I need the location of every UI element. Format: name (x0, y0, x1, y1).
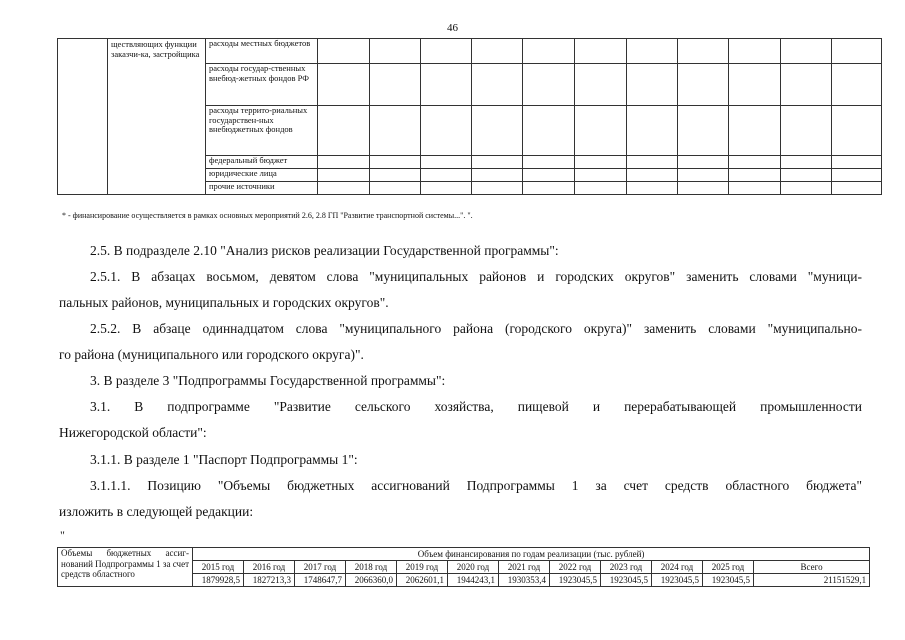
empty-value-cell (575, 156, 627, 169)
empty-value-cell (421, 64, 472, 106)
empty-value-cell (421, 156, 472, 169)
funding-source-row (58, 39, 882, 64)
empty-value-cell (370, 106, 421, 156)
paragraph-2-5-1-line-1: 2.5.1. В абзацах восьмом, девятом слова "муниципальных районов и городских округов" заменить словами "муници- (90, 269, 862, 284)
paragraph-2-5-2-line-2: го района (муниципального или городского округа)". (59, 347, 364, 362)
empty-value-cell (472, 169, 523, 182)
funding-source-label: федеральный бюджет (206, 156, 318, 169)
paragraph-3-1-1: 3.1.1. В разделе 1 "Паспорт Подпрограммы 1": (90, 452, 358, 467)
funding-source-label: прочие источники (206, 182, 318, 195)
paragraph-3-1-1-1-line-2: изложить в следующей редакции: (59, 504, 254, 519)
empty-value-cell (832, 64, 882, 106)
budget-allocation-table (57, 547, 870, 587)
year-header-cell: 2021 год (499, 561, 550, 574)
table-footnote: * - финансирование осуществляется в рамках основных мероприятий 2.6, 2.8 ГП "Развитие транспортной системы...". ". (62, 211, 473, 220)
empty-value-cell (781, 64, 832, 106)
funding-source-label: расходы террито-риальных государствен-ных внебюджетных фондов (206, 106, 318, 156)
empty-value-cell (832, 169, 882, 182)
empty-value-cell (472, 64, 523, 106)
empty-value-cell (781, 169, 832, 182)
blank-index-cell (58, 39, 108, 195)
empty-value-cell (370, 39, 421, 64)
empty-value-cell (781, 39, 832, 64)
empty-value-cell (472, 156, 523, 169)
budget-value-cell: 1944243,1 (448, 574, 499, 587)
empty-value-cell (421, 39, 472, 64)
empty-value-cell (318, 106, 370, 156)
year-header-cell: Всего (754, 561, 870, 574)
empty-value-cell (627, 182, 678, 195)
empty-value-cell (729, 182, 781, 195)
empty-value-cell (421, 169, 472, 182)
empty-value-cell (729, 106, 781, 156)
paragraph-3-1-line-2: Нижегородской области": (59, 425, 207, 440)
funding-source-label: юридические лица (206, 169, 318, 182)
empty-value-cell (370, 64, 421, 106)
empty-value-cell (832, 106, 882, 156)
year-header-cell: 2017 год (295, 561, 346, 574)
empty-value-cell (781, 182, 832, 195)
empty-value-cell (523, 106, 575, 156)
empty-value-cell (318, 156, 370, 169)
empty-value-cell (678, 169, 729, 182)
empty-value-cell (318, 64, 370, 106)
empty-value-cell (575, 39, 627, 64)
year-header-cell: 2015 год (193, 561, 244, 574)
empty-value-cell (678, 106, 729, 156)
empty-value-cell (472, 182, 523, 195)
empty-value-cell (421, 106, 472, 156)
empty-value-cell (729, 156, 781, 169)
budget-value-cell: 1748647,7 (295, 574, 346, 587)
paragraph-3-1-1-1-line-1: 3.1.1.1. Позицию "Объемы бюджетных ассигнований Подпрограммы 1 за счет средств областного бюджета" (90, 478, 862, 493)
empty-value-cell (523, 156, 575, 169)
empty-value-cell (523, 64, 575, 106)
empty-value-cell (729, 39, 781, 64)
empty-value-cell (523, 182, 575, 195)
funding-source-label: расходы местных бюджетов (206, 39, 318, 64)
empty-value-cell (318, 39, 370, 64)
budget-value-cell: 1923045,5 (652, 574, 703, 587)
budget-value-cell: 21151529,1 (754, 574, 870, 587)
year-header-cell: 2016 год (244, 561, 295, 574)
empty-value-cell (575, 169, 627, 182)
year-header-cell: 2023 год (601, 561, 652, 574)
empty-value-cell (318, 182, 370, 195)
budget-value-cell: 1930353,4 (499, 574, 550, 587)
empty-value-cell (627, 169, 678, 182)
opening-quote-mark: " (60, 528, 65, 542)
paragraph-3-1-line-1: 3.1. В подпрограмме "Развитие сельского хозяйства, пищевой и перерабатывающей промышленности (90, 399, 862, 414)
empty-value-cell (678, 182, 729, 195)
empty-value-cell (421, 182, 472, 195)
empty-value-cell (370, 156, 421, 169)
empty-value-cell (627, 106, 678, 156)
empty-value-cell (627, 39, 678, 64)
budget-value-cell: 1827213,3 (244, 574, 295, 587)
year-header-cell: 2018 год (346, 561, 397, 574)
empty-value-cell (729, 169, 781, 182)
empty-value-cell (575, 106, 627, 156)
empty-value-cell (523, 169, 575, 182)
empty-value-cell (523, 39, 575, 64)
paragraph-3: 3. В разделе 3 "Подпрограммы Государственной программы": (90, 373, 446, 388)
year-header-cell: 2024 год (652, 561, 703, 574)
empty-value-cell (781, 106, 832, 156)
budget-value-cell: 1923045,5 (550, 574, 601, 587)
empty-value-cell (832, 182, 882, 195)
empty-value-cell (472, 106, 523, 156)
empty-value-cell (627, 64, 678, 106)
empty-value-cell (575, 182, 627, 195)
empty-value-cell (318, 169, 370, 182)
budget-value-cell: 1923045,5 (601, 574, 652, 587)
budget-value-cell: 2062601,1 (397, 574, 448, 587)
budget-header: Объем финансирования по годам реализации (тыс. рублей) (193, 548, 870, 561)
empty-value-cell (832, 156, 882, 169)
budget-header-row (58, 548, 870, 561)
empty-value-cell (781, 156, 832, 169)
year-header-cell: 2019 год (397, 561, 448, 574)
page-number: 46 (447, 22, 458, 34)
paragraph-2-5-1-line-2: пальных районов, муниципальных и городских округов". (59, 295, 389, 310)
empty-value-cell (575, 64, 627, 106)
empty-value-cell (370, 182, 421, 195)
empty-value-cell (832, 39, 882, 64)
funding-sources-table (57, 38, 882, 195)
year-header-cell: 2022 год (550, 561, 601, 574)
budget-row-label: Объемы бюджетных ассиг-нований Подпрограммы 1 за счет средств областного (58, 548, 193, 587)
empty-value-cell (678, 39, 729, 64)
empty-value-cell (472, 39, 523, 64)
funding-source-label: расходы государ-ственных внебюд-жетных фондов РФ (206, 64, 318, 106)
empty-value-cell (627, 156, 678, 169)
year-header-cell: 2025 год (703, 561, 754, 574)
paragraph-2-5: 2.5. В подразделе 2.10 "Анализ рисков реализации Государственной программы": (90, 243, 559, 258)
empty-value-cell (370, 169, 421, 182)
budget-value-cell: 2066360,0 (346, 574, 397, 587)
budget-value-cell: 1923045,5 (703, 574, 754, 587)
funding-sources-body (58, 39, 882, 195)
year-header-cell: 2020 год (448, 561, 499, 574)
budget-value-cell: 1879928,5 (193, 574, 244, 587)
empty-value-cell (678, 64, 729, 106)
executor-cell: ществляющих функции заказчи-ка, застройщика (108, 39, 206, 195)
empty-value-cell (678, 156, 729, 169)
empty-value-cell (729, 64, 781, 106)
paragraph-2-5-2-line-1: 2.5.2. В абзаце одиннадцатом слова "муниципального района (городского округа)" заменить словами "муниципально- (90, 321, 862, 336)
